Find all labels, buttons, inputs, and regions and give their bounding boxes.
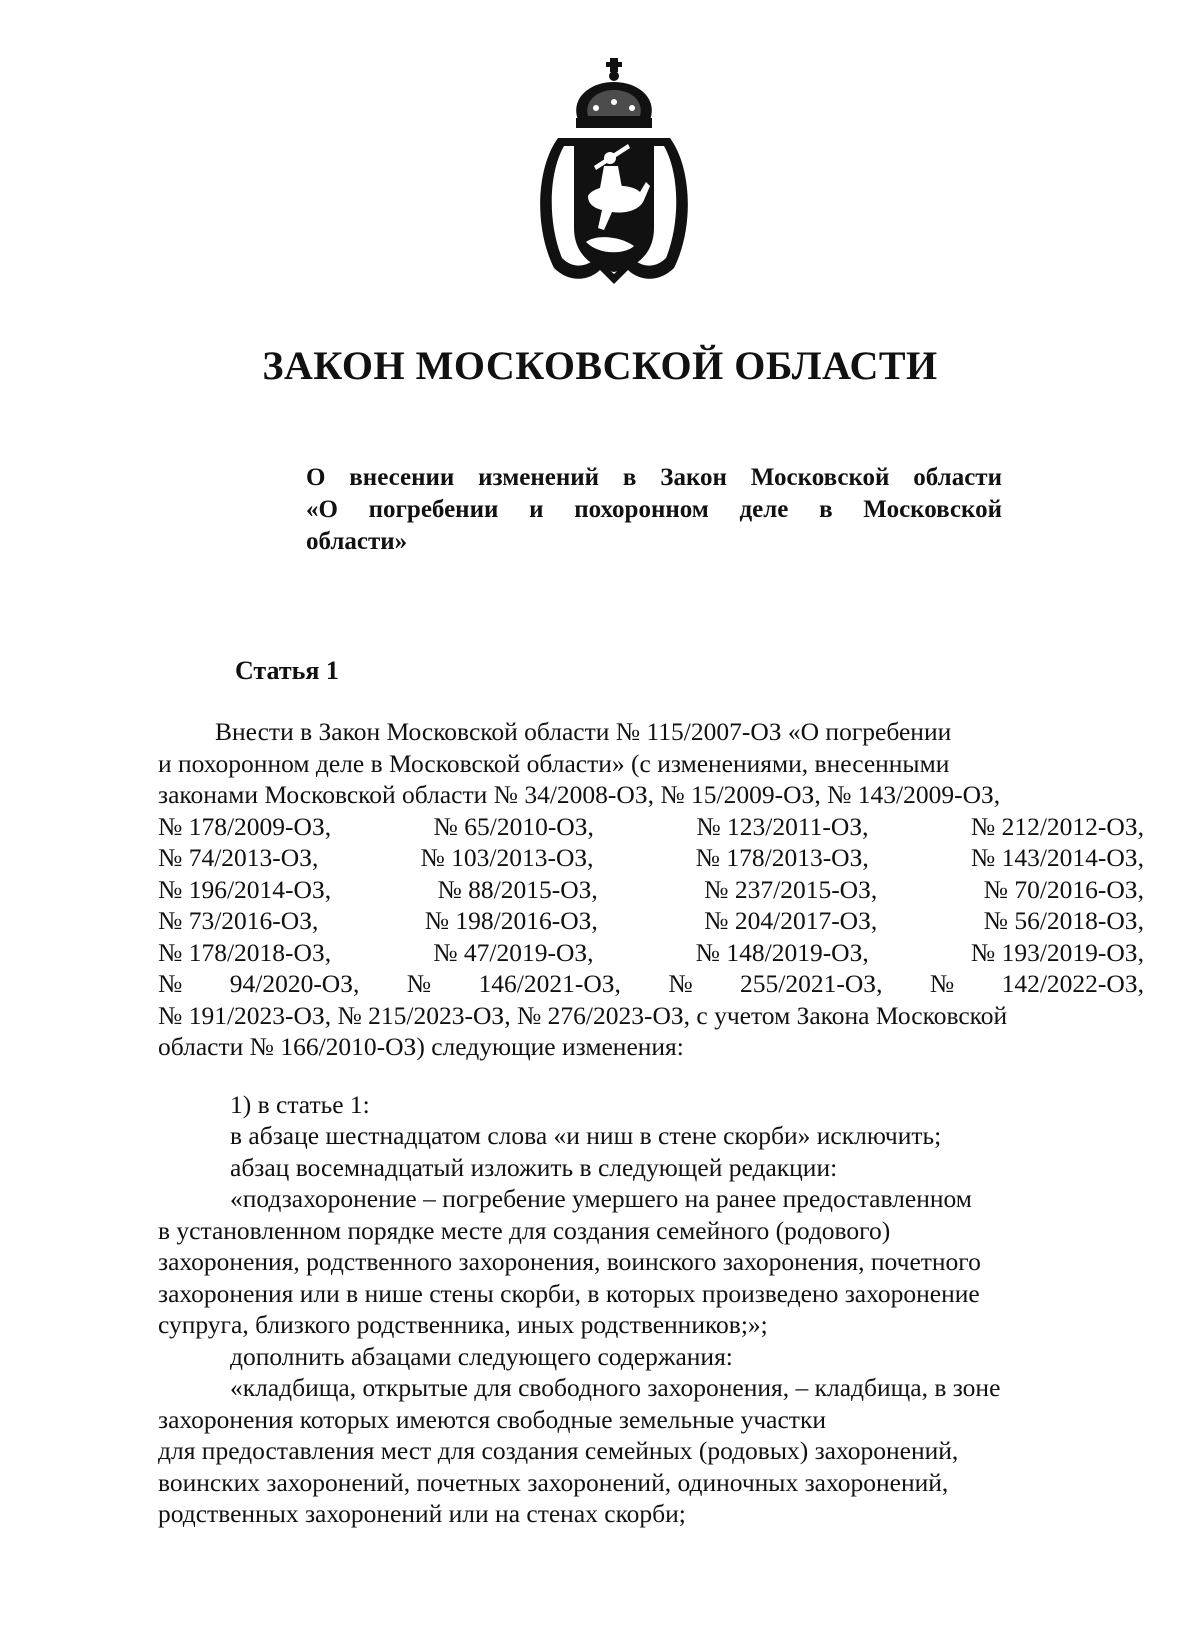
quote-line: захоронения которых имеются свободные земельные участки — [158, 1404, 826, 1434]
quote-line: воинских захоронений, почетных захоронений, одиночных захоронений, — [158, 1467, 949, 1497]
law-number-row — [158, 905, 1144, 937]
moscow-oblast-coat-of-arms-icon — [530, 58, 700, 290]
law-subject — [306, 462, 1002, 558]
law-number: № — [668, 969, 693, 998]
quote-line: в установленном порядке месте для создания семейного (родового) — [158, 1215, 891, 1245]
law-number: № 237/2015-ОЗ, — [704, 874, 878, 904]
law-number: № — [929, 969, 955, 998]
law-number: 255/2021-ОЗ, — [740, 969, 883, 998]
subject-line: области» — [306, 528, 408, 555]
quote-line: для предоставления мест для создания семейных (родовых) захоронений, — [158, 1436, 959, 1465]
law-number: № 73/2016-ОЗ, — [158, 906, 319, 935]
quote-line: захоронения или в нише стены скорби, в которых произведено захоронение — [158, 1278, 980, 1308]
article-heading: Статья 1 — [235, 656, 339, 685]
law-number: № 178/2009-ОЗ, — [158, 811, 332, 841]
article-body — [158, 716, 1144, 1530]
law-number: № 88/2015-ОЗ, — [437, 874, 598, 904]
quote-line: захоронения, родственного захоронения, воинского захоронения, почетного — [158, 1247, 981, 1276]
law-number: № 56/2018-ОЗ, — [983, 906, 1144, 935]
item-line: 1) в статье 1: — [230, 1089, 370, 1119]
law-number-row — [158, 811, 1144, 843]
law-number-row — [158, 968, 1144, 1000]
law-number: № 198/2016-ОЗ, — [424, 906, 598, 935]
subject-line: О внесении изменений в Закон Московской области — [306, 464, 1002, 491]
law-number: № 178/2013-ОЗ, — [695, 843, 869, 872]
law-number: № 65/2010-ОЗ, — [433, 811, 594, 841]
law-number: 146/2021-ОЗ, — [478, 969, 621, 998]
body-line: и похоронном деле в Московской области» (с изменениями, внесенными — [158, 748, 950, 778]
law-number: № 178/2018-ОЗ, — [158, 937, 332, 967]
item-line: дополнить абзацами следующего содержания: — [230, 1341, 733, 1371]
law-number: № 47/2019-ОЗ, — [433, 937, 594, 967]
law-number: № 70/2016-ОЗ, — [983, 874, 1144, 904]
spacer — [158, 1063, 1144, 1089]
law-number: № 148/2019-ОЗ, — [695, 937, 869, 967]
law-number-row — [158, 842, 1144, 874]
law-number: № 103/2013-ОЗ, — [420, 843, 594, 872]
law-number: № 212/2012-ОЗ, — [970, 811, 1144, 841]
body-line: области № 166/2010-ОЗ) следующие изменения: — [158, 1032, 684, 1061]
law-number: № — [158, 969, 183, 998]
law-number: № — [406, 969, 432, 998]
law-number: 94/2020-ОЗ, — [229, 969, 360, 998]
law-number: № 143/2014-ОЗ, — [970, 843, 1144, 872]
law-number: 142/2022-ОЗ, — [1001, 969, 1144, 998]
law-number: № 196/2014-ОЗ, — [158, 874, 332, 904]
subject-line: «О погребении и похоронном деле в Московской — [306, 496, 1002, 523]
law-number: № 193/2019-ОЗ, — [970, 937, 1144, 967]
law-number-list — [158, 811, 1144, 1000]
quote-line: родственных захоронений или на стенах скорби; — [158, 1499, 686, 1528]
quote-line: «кладбища, открытые для свободного захоронения, – кладбища, в зоне — [230, 1373, 1001, 1402]
law-number: № 123/2011-ОЗ, — [696, 811, 869, 841]
body-line: № 191/2023-ОЗ, № 215/2023-ОЗ, № 276/2023-ОЗ, с учетом Закона Московской — [158, 1000, 1008, 1030]
document-title: ЗАКОН МОСКОВСКОЙ ОБЛАСТИ — [262, 343, 938, 388]
quote-line: «подзахоронение – погребение умершего на ранее предоставленном — [230, 1184, 972, 1213]
quote-line: супруга, близкого родственника, иных родственников;»; — [158, 1310, 768, 1339]
body-line: законами Московской области № 34/2008-ОЗ, № 15/2009-ОЗ, № 143/2009-ОЗ, — [158, 780, 1001, 809]
law-number: № 204/2017-ОЗ, — [704, 906, 878, 935]
item-line: в абзаце шестнадцатом слова «и ниш в стене скорби» исключить; — [230, 1121, 942, 1150]
item-line: абзац восемнадцатый изложить в следующей редакции: — [230, 1152, 838, 1182]
body-line — [158, 716, 1144, 748]
law-number-row — [158, 937, 1144, 969]
law-number: № 74/2013-ОЗ, — [158, 843, 319, 872]
law-number-row — [158, 874, 1144, 906]
justified-text: Внести в Закон Московской области № 115/2007-ОЗ «О погребении — [215, 717, 952, 746]
